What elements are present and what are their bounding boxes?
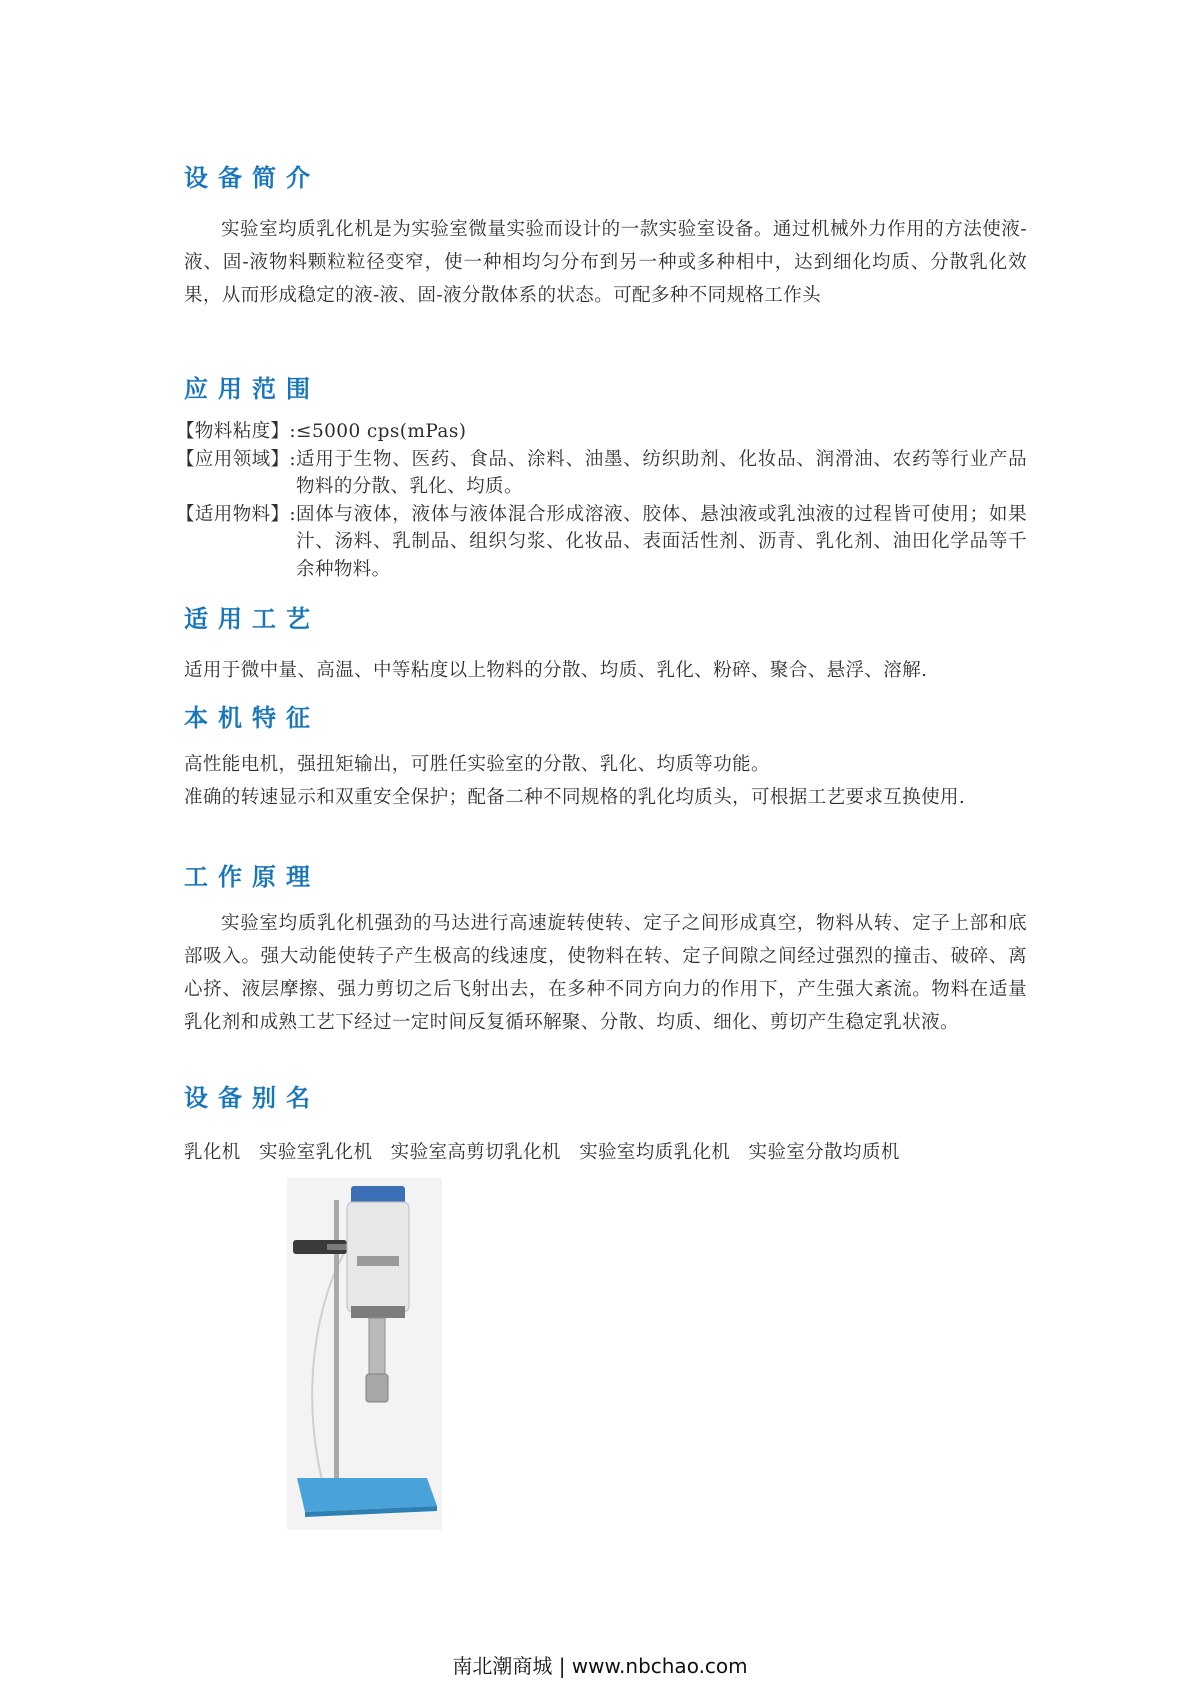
feature-line: 高性能电机，强扭矩输出，可胜任实验室的分散、乳化、均质等功能。 xyxy=(184,754,770,775)
scope-value: 固体与液体，液体与液体混合形成溶液、胶体、悬浊液或乳浊液的过程皆可使用；如果汁、汤料、乳制品、组织匀浆、化妆品、表面活性剂、沥青、乳化剂、油田化学品等千余种物料。 xyxy=(296,503,1027,580)
footer-text: 南北潮商城 | www.nbchao.com xyxy=(452,1654,748,1678)
disperser-shaft xyxy=(369,1318,385,1378)
process-heading: 适用工艺 xyxy=(184,605,320,633)
scope-label: 【物料粘度】: xyxy=(176,421,297,442)
scope-list xyxy=(176,418,1027,583)
base-plate xyxy=(297,1478,437,1512)
scope-label: 【适用物料】: xyxy=(176,503,297,525)
aliases-heading: 设备别名 xyxy=(184,1084,320,1112)
aliases-list xyxy=(184,1138,912,1168)
process-text: 适用于微中量、高温、中等粘度以上物料的分散、均质、乳化、粉碎、聚合、悬浮、溶解. xyxy=(184,660,928,681)
alias-item: 实验室乳化机 xyxy=(258,1142,373,1163)
scope-row-materials xyxy=(176,501,1027,584)
motor-top-cap xyxy=(351,1186,405,1204)
alias-item: 实验室高剪切乳化机 xyxy=(390,1142,561,1163)
intro-paragraph: 实验室均质乳化机是为实验室微量实验而设计的一款实验室设备。通过机械外力作用的方法使液-液、固-液物料颗粒粒径变窄，使一种相均匀分布到另一种或多种相中，达到细化均质、分散乳化效果，从而形成稳定的液-液、固-液分散体系的状态。可配多种不同规格工作头 xyxy=(184,219,1027,306)
vent-band xyxy=(357,1256,399,1266)
scope-row-viscosity xyxy=(176,418,1027,446)
feature-line: 准确的转速显示和双重安全保护；配备二种不同规格的乳化均质头，可根据工艺要求互换使用. xyxy=(184,787,966,808)
scope-heading: 应用范围 xyxy=(184,375,320,403)
features-heading: 本机特征 xyxy=(184,704,320,732)
principle-heading: 工作原理 xyxy=(184,863,320,891)
motor-collar xyxy=(351,1306,405,1318)
alias-item: 实验室均质乳化机 xyxy=(579,1142,731,1163)
disperser-head xyxy=(366,1374,388,1402)
scope-row-fields xyxy=(176,446,1027,501)
intro-heading: 设备简介 xyxy=(184,164,320,192)
alias-item: 实验室分散均质机 xyxy=(748,1142,900,1163)
alias-item: 乳化机 xyxy=(184,1142,241,1163)
emulsifier-photo xyxy=(287,1178,442,1530)
scope-label: 【应用领域】: xyxy=(176,448,297,470)
scope-value: ≤5000 cps(mPas) xyxy=(296,421,467,442)
principle-paragraph: 实验室均质乳化机强劲的马达进行高速旋转使转、定子之间形成真空，物料从转、定子上部和底部吸入。强大动能使转子产生极高的线速度，使物料在转、定子间隙之间经过强烈的撞击、破碎、离心挤、液层摩擦、强力剪切之后飞射出去，在多种不同方向力的作用下，产生强大紊流。物料在适量乳化剂和成熟工艺下经过一定时间反复循环解聚、分散、均质、细化、剪切产生稳定乳状液。 xyxy=(184,913,1027,1033)
scope-value: 适用于生物、医药、食品、涂料、油墨、纺织助剂、化妆品、润滑油、农药等行业产品物料的分散、乳化、均质。 xyxy=(296,448,1027,497)
